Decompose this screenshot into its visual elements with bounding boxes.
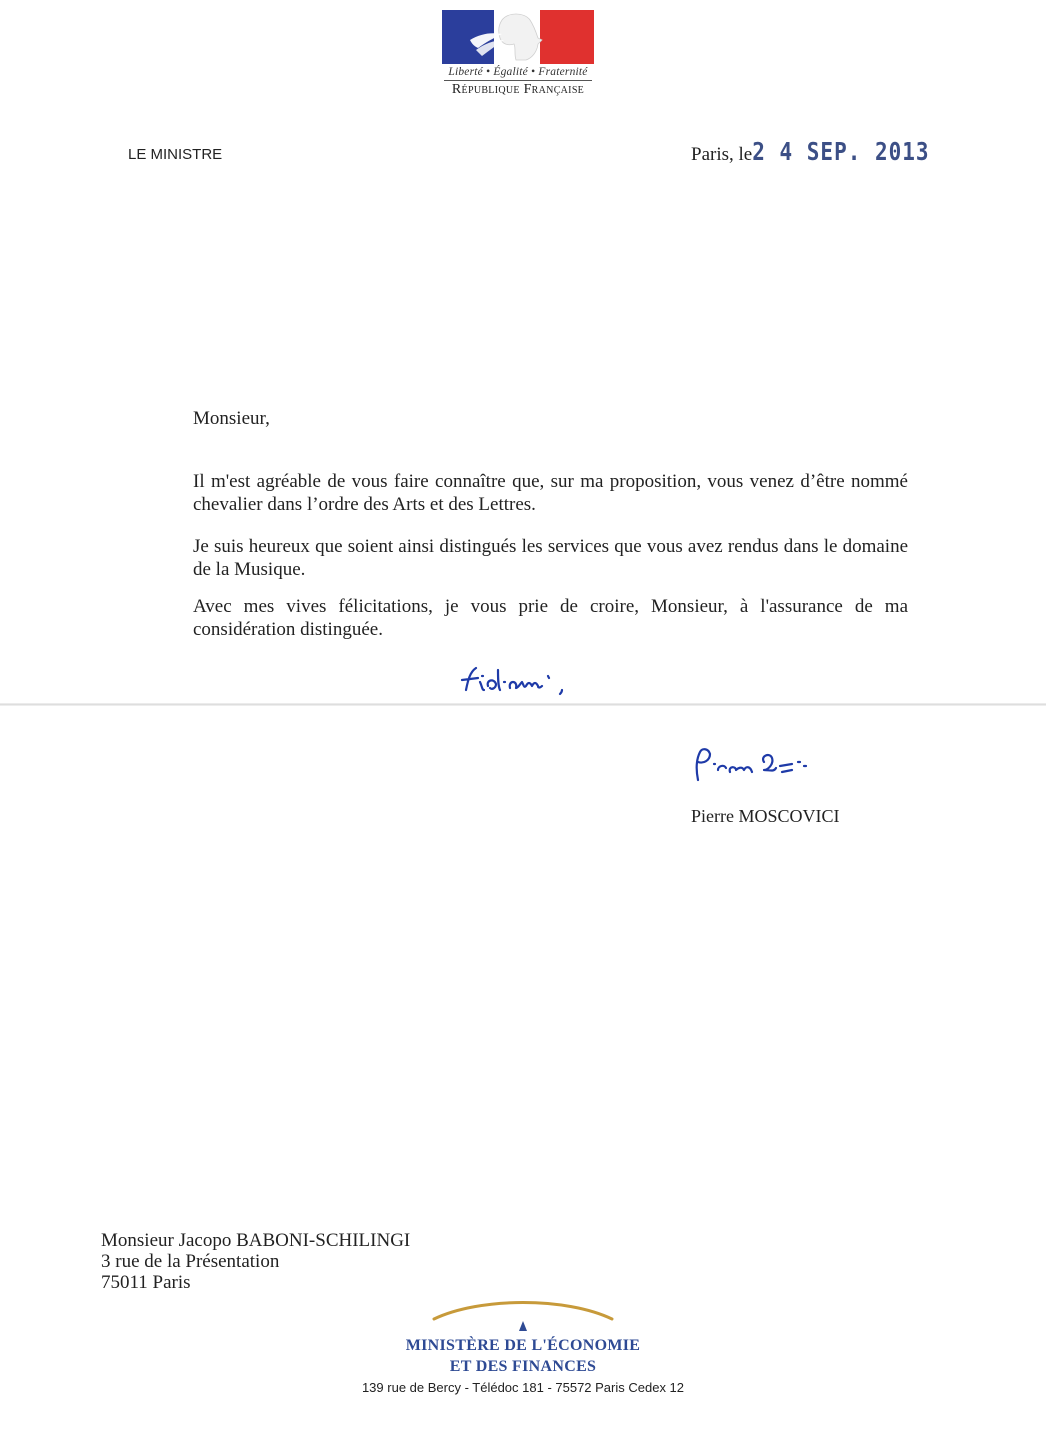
body-paragraph-3: Avec mes vives félicitations, je vous prie de croire, Monsieur, à l'assurance de ma considération distinguée.	[193, 596, 908, 640]
signature-ink	[688, 740, 828, 785]
ministry-name	[0, 1335, 1046, 1377]
marianne-flag-icon	[442, 10, 594, 64]
recipient-city: 75011 Paris	[101, 1272, 191, 1293]
republique-francaise: République Française	[451, 82, 585, 97]
signatory-name: Pierre MOSCOVICI	[691, 806, 840, 826]
handwritten-note	[458, 660, 588, 705]
date-stamp: 2 4 SEP. 2013	[752, 137, 930, 167]
body-paragraph-2: Je suis heureux que soient ainsi distingués les services que vous avez rendus dans le domaine de la Musique.	[193, 536, 908, 580]
place-prefix: Paris, le	[691, 144, 753, 165]
ministry-address: 139 rue de Bercy - Télédoc 181 - 75572 Paris Cedex 12	[361, 1380, 685, 1395]
handwritten-signature	[688, 740, 828, 790]
handwritten-note-ink	[458, 660, 588, 700]
body-paragraph-1: Il m'est agréable de vous faire connaître que, sur ma proposition, vous venez d’être nommé chevalier dans l’ordre des Arts et des Lettres.	[193, 471, 908, 515]
republic-motto: Liberté • Égalité • Fraternité	[448, 66, 588, 78]
recipient-name: Monsieur Jacopo BABONI-SCHILINGI	[101, 1230, 411, 1251]
ministry-emblem-icon	[430, 1293, 616, 1335]
recipient-address	[101, 1230, 410, 1293]
place-date	[691, 137, 930, 167]
salutation: Monsieur,	[193, 408, 270, 429]
marianne-logo	[440, 10, 596, 98]
sender-title: LE MINISTRE	[128, 146, 223, 163]
ministry-line-1: MINISTÈRE DE L'ÉCONOMIE	[405, 1337, 641, 1354]
logo-divider	[444, 80, 592, 81]
recipient-street: 3 rue de la Présentation	[101, 1251, 280, 1272]
ministry-line-2: ET DES FINANCES	[449, 1358, 597, 1375]
